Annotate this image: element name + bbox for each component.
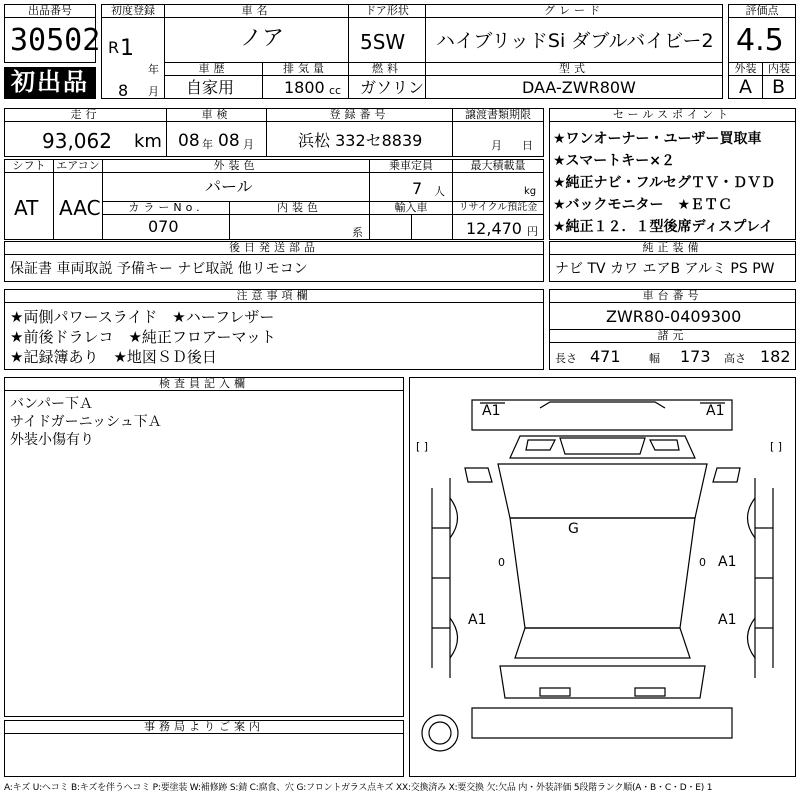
- mark-center: G: [568, 521, 579, 537]
- dimensions-label: 諸元: [549, 329, 796, 343]
- mileage-unit: km: [134, 131, 162, 152]
- height-label: 高さ: [724, 352, 746, 365]
- interior-grade: B: [772, 76, 786, 98]
- door-label: ドア形状: [348, 4, 426, 18]
- door-shape: 5SW: [360, 30, 406, 54]
- inspector-line: 外装小傷有り: [10, 432, 94, 448]
- note-line: ★両側パワースライド ★ハーフレザー: [10, 308, 275, 326]
- first-listing-badge: 初出品: [4, 67, 96, 99]
- bracket-mark: [ ]: [770, 440, 783, 453]
- chassis-number: ZWR80-0409300: [606, 307, 742, 326]
- interior-color-unit: 系: [352, 226, 363, 239]
- load-unit: kg: [524, 186, 537, 197]
- mark-right-side: A1: [718, 554, 737, 570]
- model: DAA-ZWR80W: [522, 78, 636, 97]
- capacity-unit: 人: [434, 185, 445, 198]
- import-cell-b: [411, 214, 453, 240]
- later-items: 保証書 車両取説 予備キー ナビ取説 他リモコン: [10, 261, 308, 277]
- selling-points-label: セールスポイント: [549, 108, 796, 122]
- shift-label: シフト: [4, 159, 54, 173]
- damage-diagram: [409, 377, 796, 777]
- height: 182: [760, 347, 791, 366]
- ac-label: エアコン: [53, 159, 103, 173]
- inspection-label: 車検: [166, 108, 267, 122]
- inspection-month: 08: [218, 131, 240, 151]
- notes-label: 注意事項欄: [4, 289, 544, 303]
- exterior-grade: A: [739, 76, 752, 98]
- selling-point-item: ★スマートキー×２: [553, 153, 676, 169]
- capacity: 7: [412, 179, 423, 198]
- equipment-label: 純正装備: [549, 241, 796, 255]
- history-label: 車歴: [164, 62, 263, 76]
- legend: A:キズ U:ヘコミ B:キズを伴うヘコミ P:要塗装 W:補修跡 S:錆 C:腐食、穴 G:フロントガラス点キズ XX:交換済み X:要交換 欠:欠品 内・外装評価 5段階ランク順(A・B・C・D・E) 1: [4, 783, 713, 793]
- plate-number: 浜松 332セ8839: [298, 131, 423, 150]
- plate-label: 登録番号: [266, 108, 453, 122]
- selling-point-item: ★純正１２．１型後席ディスプレイ: [553, 219, 774, 235]
- chassis-label: 車台番号: [549, 289, 796, 303]
- mark-left-rear: A1: [468, 612, 487, 628]
- year-unit: 年: [148, 63, 159, 76]
- office-cell: [4, 733, 404, 777]
- interior-color-cell: [229, 214, 370, 240]
- zero-mark: 0: [498, 556, 505, 569]
- lot-number-label: 出品番号: [4, 4, 96, 18]
- displacement: 1800: [284, 78, 325, 97]
- score: 4.5: [736, 23, 784, 58]
- load-label: 最大積載量: [452, 159, 544, 173]
- color-no: 070: [148, 217, 179, 236]
- score-label: 評価点: [728, 4, 796, 18]
- first-reg-year: 1: [120, 36, 134, 61]
- bracket-mark: [ ]: [416, 440, 429, 453]
- import-cell-a: [369, 214, 412, 240]
- later-items-label: 後日発送部品: [4, 241, 544, 255]
- inspector-line: バンパー下Ａ: [10, 396, 94, 412]
- transfer-month-unit: 月: [491, 139, 502, 152]
- car-name-label: 車名: [164, 4, 349, 18]
- mark-front-right: A1: [706, 403, 725, 419]
- era: R: [108, 38, 120, 57]
- transfer-label: 譲渡書類期限: [452, 108, 544, 122]
- mark-front-left: A1: [482, 403, 501, 419]
- selling-point-item: ★バックモニター ★ＥＴＣ: [553, 197, 733, 213]
- shift: AT: [14, 196, 39, 220]
- color-label: 外装色: [102, 159, 370, 173]
- first-reg-label: 初度登録: [101, 4, 165, 18]
- first-reg-month: 8: [118, 81, 129, 100]
- transfer-day-unit: 日: [522, 139, 533, 152]
- recycle-amount: 12,470: [466, 219, 522, 238]
- mileage: 93,062: [42, 129, 112, 153]
- car-name: ノア: [240, 26, 285, 51]
- interior-color-label: 内装色: [229, 201, 370, 215]
- recycle-unit: 円: [527, 225, 538, 238]
- width-label: 幅: [649, 352, 660, 365]
- inspection-year-unit: 年: [202, 138, 213, 151]
- selling-point-item: ★ワンオーナー・ユーザー買取車: [553, 131, 762, 147]
- history: 自家用: [186, 78, 235, 97]
- recycle-label: リサイクル預託金: [452, 201, 544, 215]
- note-line: ★前後ドラレコ ★純正フロアーマット: [10, 328, 276, 346]
- exterior-label: 外装: [728, 62, 763, 76]
- grade: ハイブリッドSi ダブルバイビー2: [436, 30, 714, 52]
- length-label: 長さ: [555, 352, 577, 365]
- displacement-label: 排気量: [262, 62, 349, 76]
- car-outline-svg: [410, 378, 795, 776]
- width: 173: [680, 347, 711, 366]
- mileage-label: 走行: [4, 108, 167, 122]
- capacity-label: 乗車定員: [369, 159, 453, 173]
- displacement-unit: cc: [329, 84, 342, 97]
- inspection-month-unit: 月: [243, 138, 254, 151]
- zero-mark: 0: [699, 556, 706, 569]
- lot-number: 30502: [10, 23, 101, 58]
- inspection-year: 08: [178, 131, 200, 151]
- length: 471: [590, 347, 621, 366]
- ac: AAC: [59, 196, 101, 220]
- model-label: 型式: [425, 62, 723, 76]
- color-no-label: カラーNo.: [102, 201, 230, 215]
- office-label: 事務局よりご案内: [4, 720, 404, 734]
- import-label: 輸入車: [369, 201, 453, 215]
- grade-label: グレード: [425, 4, 723, 18]
- selling-point-item: ★純正ナビ・フルセグＴＶ・ＤＶＤ: [553, 175, 775, 191]
- inspector-line: サイドガーニッシュ下Ａ: [10, 414, 162, 430]
- fuel-label: 燃料: [348, 62, 426, 76]
- exterior-color: パール: [205, 177, 253, 196]
- fuel: ガソリン: [360, 78, 425, 97]
- mark-right-rear: A1: [718, 612, 737, 628]
- interior-label: 内装: [762, 62, 796, 76]
- equipment: ナビ TV カワ エアB アルミ PS PW: [555, 261, 775, 277]
- dimensions-cell: [549, 342, 796, 370]
- month-unit: 月: [148, 85, 159, 98]
- inspector-label: 検査員記入欄: [4, 377, 404, 391]
- note-line: ★記録簿あり ★地図ＳＤ後日: [10, 348, 217, 366]
